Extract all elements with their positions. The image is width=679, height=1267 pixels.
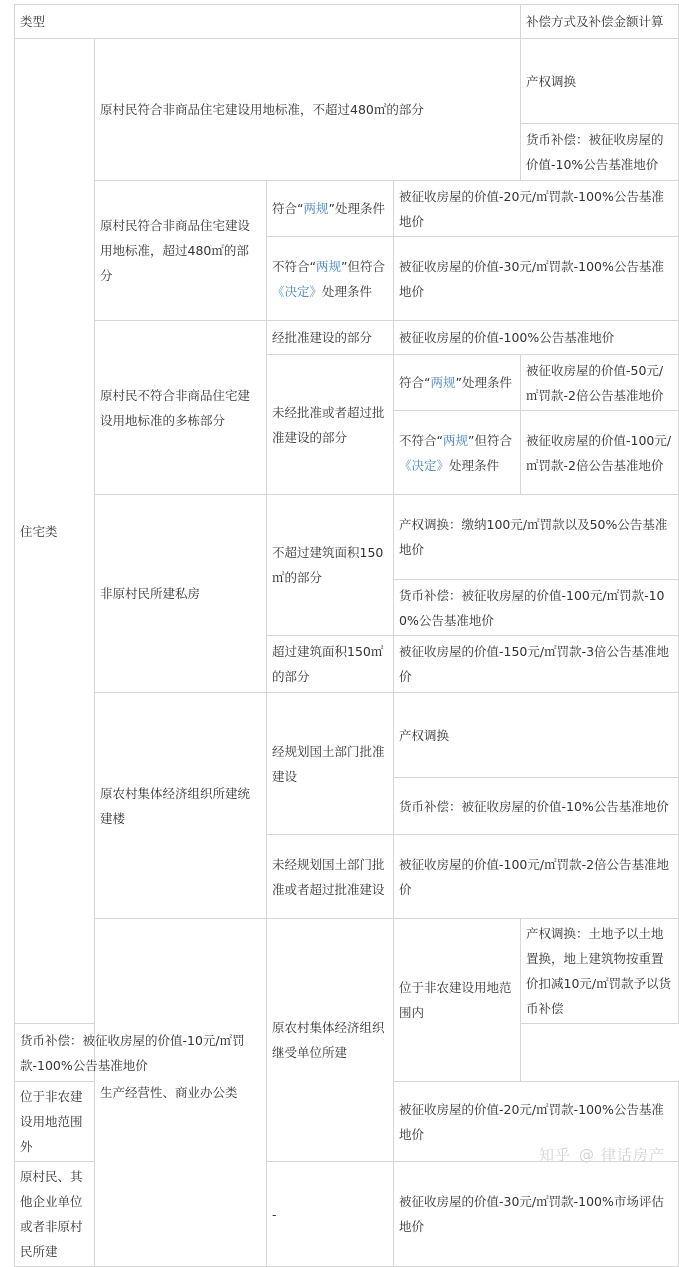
table-row <box>15 321 679 355</box>
comp-cell: 被征收房屋的价值-150元/㎡罚款-3倍公告基准地价 <box>394 636 679 693</box>
subcondition-cell: 符合“两规”处理条件 <box>394 355 521 411</box>
condition-cell: 位于非农建设用地范围外 <box>15 1082 95 1162</box>
comp-cell: 被征收房屋的价值-100元/㎡罚款-2倍公告基准地价 <box>521 411 679 495</box>
condition-cell: 符合“两规”处理条件 <box>267 181 394 237</box>
row-desc: 原村民符合非商品住宅建设用地标准，超过480㎡的部分 <box>95 181 267 321</box>
link-liangui[interactable]: 两规 <box>303 201 329 216</box>
link-jueding[interactable]: 《决定》 <box>399 457 450 473</box>
row-desc: 原村民、其他企业单位或者非原村民所建 <box>15 1162 95 1267</box>
link-liangui[interactable]: 两规 <box>315 258 341 274</box>
condition-cell: 超过建筑面积150㎡的部分 <box>267 636 394 693</box>
comp-cell: 货币补偿：被征收房屋的价值-100元/㎡罚款-100%公告基准地价 <box>394 580 679 636</box>
condition-cell: 经批准建设的部分 <box>267 321 394 355</box>
table-row <box>15 693 679 778</box>
condition-cell: 未经规划国土部门批准或者超过批准建设 <box>267 835 394 919</box>
subcondition-cell: 不符合“两规”但符合《决定》处理条件 <box>394 411 521 495</box>
header-row <box>15 5 679 39</box>
comp-cell: 被征收房屋的价值-100元/㎡罚款-2倍公告基准地价 <box>394 835 679 919</box>
condition-cell: 经规划国土部门批准建设 <box>267 693 394 835</box>
condition-cell: - <box>267 1162 394 1267</box>
table-row <box>15 181 679 237</box>
watermark: 知乎 @ 律话房产 <box>538 1146 665 1164</box>
header-type: 类型 <box>15 5 521 39</box>
condition-cell: 位于非农建设用地范围内 <box>394 919 521 1082</box>
condition-cell: 不符合“两规”但符合《决定》处理条件 <box>267 237 394 321</box>
row-desc: 原农村集体经济组织所建统建楼 <box>95 693 267 919</box>
table-row <box>15 495 679 580</box>
row-desc: 原村民符合非商品住宅建设用地标准，不超过480㎡的部分 <box>95 39 521 181</box>
comp-cell: 被征收房屋的价值-20元/㎡罚款-100%公告基准地价 <box>394 1082 679 1162</box>
comp-cell: 货币补偿：被征收房屋的价值-10%公告基准地价 <box>521 124 679 181</box>
comp-cell: 货币补偿：被征收房屋的价值-10元/㎡罚款-100%公告基准地价 <box>15 1024 267 1082</box>
comp-cell: 货币补偿：被征收房屋的价值-10%公告基准地价 <box>394 778 679 835</box>
comp-cell: 被征收房屋的价值-30元/㎡罚款-100%公告基准地价 <box>394 237 679 321</box>
compensation-table <box>14 4 679 1267</box>
row-desc: 原村民不符合非商品住宅建设用地标准的多栋部分 <box>95 321 267 495</box>
comp-cell: 被征收房屋的价值-100%公告基准地价 <box>394 321 679 355</box>
category-commercial: 生产经营性、商业办公类 <box>95 919 267 1267</box>
condition-cell: 不超过建筑面积150㎡的部分 <box>267 495 394 636</box>
comp-cell: 产权调换：缴纳100元/㎡罚款以及50%公告基准地价 <box>394 495 679 580</box>
link-liangui[interactable]: 两规 <box>442 432 468 448</box>
table-row <box>15 39 679 124</box>
comp-cell: 产权调换 <box>521 39 679 124</box>
comp-cell: 被征收房屋的价值-50元/㎡罚款-2倍公告基准地价 <box>521 355 679 411</box>
row-desc: 非原村民所建私房 <box>95 495 267 693</box>
link-jueding[interactable]: 《决定》 <box>272 283 323 299</box>
header-compensation: 补偿方式及补偿金额计算 <box>521 5 679 39</box>
link-liangui[interactable]: 两规 <box>430 375 456 390</box>
comp-cell: 产权调换 <box>394 693 679 778</box>
condition-cell: 未经批准或者超过批准建设的部分 <box>267 355 394 495</box>
table-row <box>15 919 679 1024</box>
comp-cell: 产权调换：土地予以土地置换，地上建筑物按重置价扣减10元/㎡罚款予以货币补偿 <box>521 919 679 1024</box>
comp-cell: 被征收房屋的价值-20元/㎡罚款-100%公告基准地价 <box>394 181 679 237</box>
comp-cell: 被征收房屋的价值-30元/㎡罚款-100%市场评估地价 <box>394 1162 679 1267</box>
row-desc: 原农村集体经济组织继受单位所建 <box>267 919 394 1162</box>
category-residential: 住宅类 <box>15 39 95 1024</box>
